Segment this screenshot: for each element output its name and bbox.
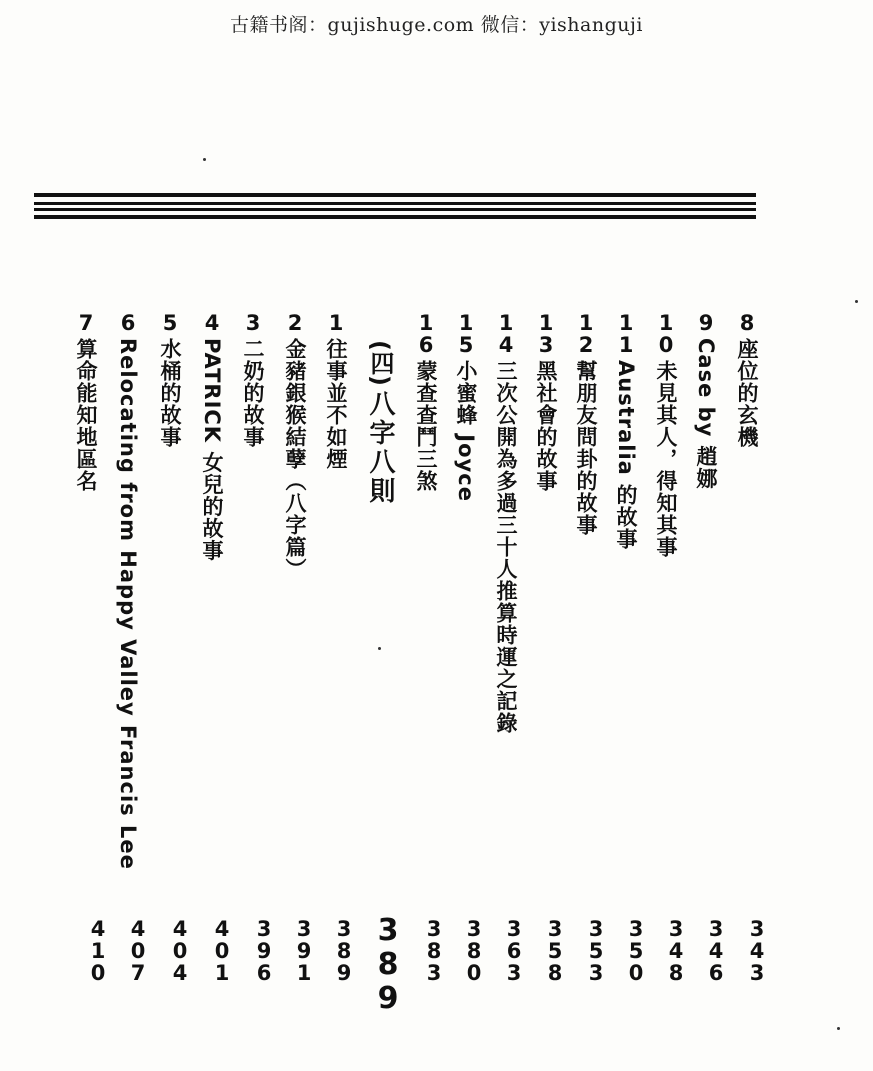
entry-title: Case by 趙娜 [694, 338, 718, 490]
entry-number: 1 4 [498, 311, 514, 357]
entry-number: 1 1 [618, 311, 634, 357]
page-number: 3 5 0 [628, 917, 644, 985]
scan-speck [378, 647, 381, 650]
page-number: 3 5 3 [588, 917, 604, 985]
page-number: 4 0 1 [214, 917, 230, 985]
section-title: 八字八則 [365, 389, 395, 506]
entry-number: 3 [245, 311, 261, 335]
toc-entry [316, 312, 356, 470]
page-number: 3 8 9 [336, 917, 352, 985]
page-number: 3 4 6 [708, 917, 724, 985]
entry-number: 4 [204, 311, 220, 335]
entry-number: 6 [120, 311, 136, 335]
page-number: 4 1 0 [90, 917, 106, 985]
entry-number: 1 0 [658, 311, 674, 357]
page-number: 3 6 3 [506, 917, 522, 985]
toc-entry [686, 312, 726, 490]
entry-title: 金豬銀猴結孽（八字篇） [283, 338, 307, 580]
header-rule-middle [34, 202, 756, 205]
page-number: 3 8 3 [426, 917, 442, 985]
toc-entry [566, 312, 606, 536]
page-number: 3 5 8 [547, 917, 563, 985]
page-number: 3 8 0 [466, 917, 482, 985]
entry-number: 7 [78, 311, 94, 335]
entry-title: 黑社會的故事 [534, 360, 558, 492]
section-heading [357, 340, 403, 506]
entry-title: Australia 的故事 [614, 360, 638, 551]
entry-title: 座位的玄機 [735, 338, 759, 448]
toc-entry [66, 312, 106, 492]
entry-number: 5 [162, 311, 178, 335]
toc-entry [275, 312, 315, 580]
entry-number: 1 3 [538, 311, 554, 357]
toc-entry [646, 312, 686, 558]
toc-entry [150, 312, 190, 448]
page-number: 3 4 8 [668, 917, 684, 985]
toc-entry [192, 312, 232, 561]
scan-speck [837, 1027, 840, 1030]
toc-entry [727, 312, 767, 448]
scan-speck [203, 158, 206, 161]
section-number: (四) [366, 340, 394, 386]
toc-entry [526, 312, 566, 492]
entry-title: 往事並不如煙 [324, 338, 348, 470]
toc-entry [606, 312, 646, 550]
entry-number: 1 2 [578, 311, 594, 357]
page-number: 4 0 7 [130, 917, 146, 985]
toc-entry [486, 312, 526, 734]
entry-title: PATRICK 女兒的故事 [200, 338, 224, 562]
entry-title: 蒙查查鬥三煞 [414, 360, 438, 492]
page-number: 4 0 4 [172, 917, 188, 985]
entry-title: 水桶的故事 [158, 338, 182, 448]
entry-number: 1 [328, 311, 344, 335]
header-rule-bottom [34, 215, 756, 219]
entry-title: 小蜜蜂 Joyce [454, 360, 478, 502]
entry-title: 三次公開為多過三十人推算時運之記錄 [494, 360, 518, 734]
watermark-text: 古籍书阁：gujishuge.com 微信：yishanguji [230, 14, 643, 36]
page-number: 3 4 3 [749, 917, 765, 985]
header-rule-middle-2 [34, 208, 756, 211]
entry-number: 8 [739, 311, 755, 335]
entry-title: 未見其人，得知其事 [654, 360, 678, 558]
toc-entry [406, 312, 446, 492]
toc-entry [233, 312, 273, 448]
entry-number: 9 [698, 311, 714, 335]
entry-title: 幫朋友問卦的故事 [574, 360, 598, 536]
entry-number: 2 [287, 311, 303, 335]
entry-title: 算命能知地區名 [74, 338, 98, 492]
entry-number: 1 5 [458, 311, 474, 357]
entry-title: Relocating from Happy Valley Francis Lee [116, 338, 140, 870]
entry-title: 二奶的故事 [241, 338, 265, 448]
scan-speck [855, 300, 858, 303]
section-page-number: 3 8 9 [377, 913, 399, 1016]
header-rule-top [34, 193, 756, 197]
toc-entry [108, 312, 148, 870]
page-number: 3 9 1 [296, 917, 312, 985]
toc-entry [446, 312, 486, 502]
page-number: 3 9 6 [256, 917, 272, 985]
entry-number: 1 6 [418, 311, 434, 357]
